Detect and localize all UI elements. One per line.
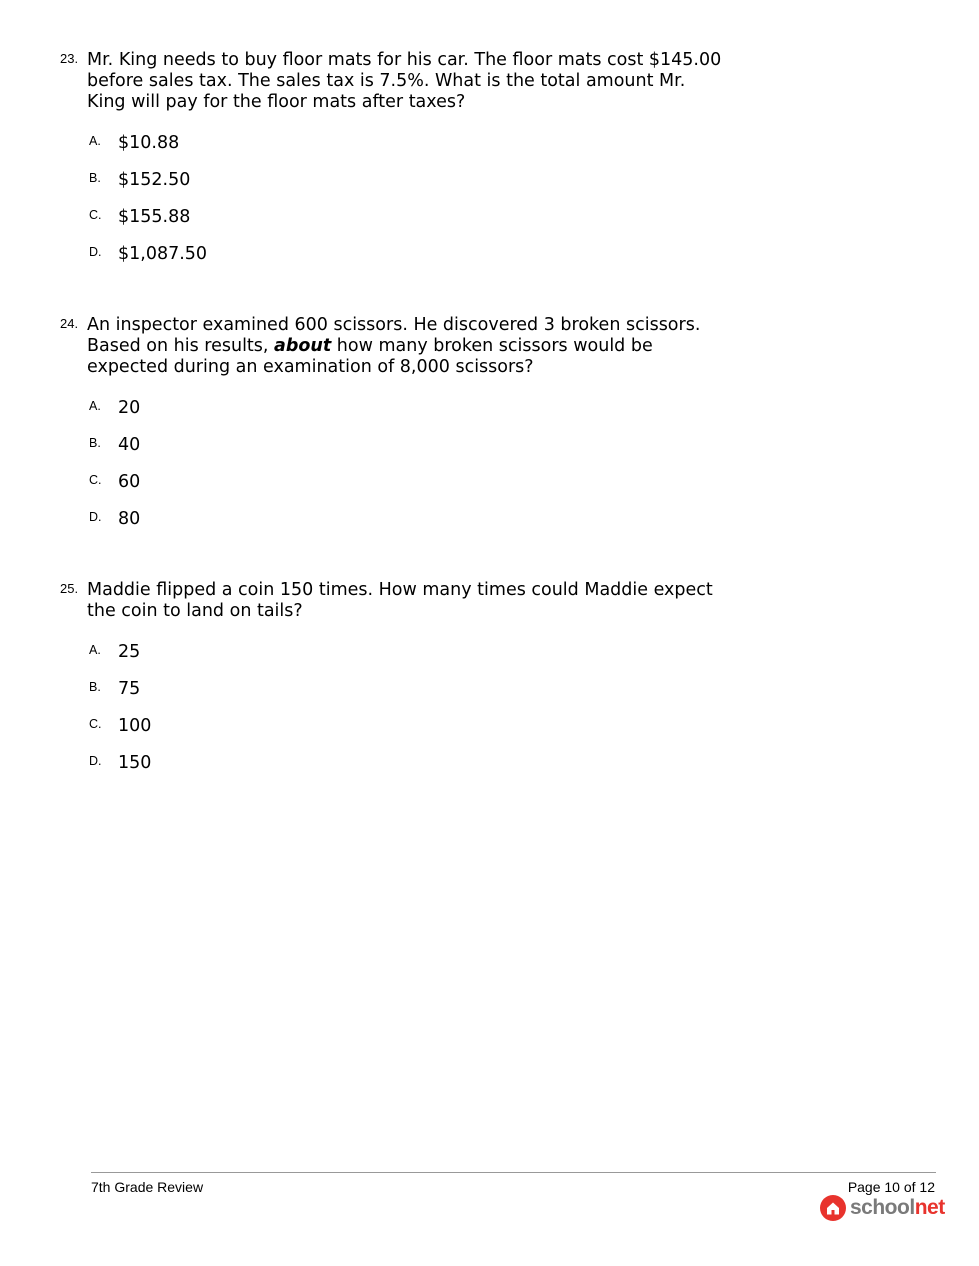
emphasis-word: about xyxy=(274,336,332,356)
choice-text: 150 xyxy=(118,753,152,773)
logo-net-text: net xyxy=(914,1196,945,1219)
choice-text: 75 xyxy=(118,679,141,699)
house-icon xyxy=(820,1195,846,1221)
question-line: Maddie flipped a coin 150 times. How many times could Maddie expect xyxy=(87,580,713,600)
choice-letter: A. xyxy=(89,134,101,148)
question-line: King will pay for the floor mats after taxes? xyxy=(87,92,466,112)
question-text xyxy=(87,315,767,378)
choice-text: 25 xyxy=(118,642,141,662)
choice-text: 40 xyxy=(118,435,141,455)
choice-text: $1,087.50 xyxy=(118,244,208,264)
question-line: expected during an examination of 8,000 scissors? xyxy=(87,357,534,377)
choice-letter: D. xyxy=(89,510,102,524)
choice-letter: B. xyxy=(89,171,101,185)
question-line: the coin to land on tails? xyxy=(87,601,303,621)
question-number: 23. xyxy=(60,51,79,66)
logo-school-text: school xyxy=(850,1196,915,1219)
choice-letter: B. xyxy=(89,436,101,450)
question-text-segment: how many broken scissors would be xyxy=(331,336,653,356)
question-line: Mr. King needs to buy floor mats for his car. The floor mats cost $145.00 xyxy=(87,50,722,70)
choice-text: 20 xyxy=(118,398,141,418)
choice-letter: C. xyxy=(89,717,102,731)
question-text-segment: Based on his results, xyxy=(87,336,275,356)
choice-letter: C. xyxy=(89,208,102,222)
choice-text: $155.88 xyxy=(118,207,191,227)
choice-letter: D. xyxy=(89,245,102,259)
question-number: 24. xyxy=(60,316,79,331)
question-line xyxy=(87,336,767,357)
choice-letter: B. xyxy=(89,680,101,694)
choice-text: $152.50 xyxy=(118,170,191,190)
footer-divider xyxy=(91,1172,936,1173)
page-number: Page 10 of 12 xyxy=(847,1179,935,1195)
choice-text: 80 xyxy=(118,509,141,529)
schoolnet-logo xyxy=(820,1193,945,1223)
question-text xyxy=(87,50,767,113)
question-line: An inspector examined 600 scissors. He discovered 3 broken scissors. xyxy=(87,315,701,335)
question-line: before sales tax. The sales tax is 7.5%. What is the total amount Mr. xyxy=(87,71,686,91)
choice-text: $10.88 xyxy=(118,133,180,153)
choice-letter: D. xyxy=(89,754,102,768)
choice-letter: A. xyxy=(89,399,101,413)
question-text xyxy=(87,580,767,622)
choice-letter: A. xyxy=(89,643,101,657)
choice-text: 60 xyxy=(118,472,141,492)
logo-wordmark xyxy=(850,1196,945,1220)
footer-title: 7th Grade Review xyxy=(91,1179,204,1195)
choice-text: 100 xyxy=(118,716,152,736)
question-number: 25. xyxy=(60,581,79,596)
choice-letter: C. xyxy=(89,473,102,487)
